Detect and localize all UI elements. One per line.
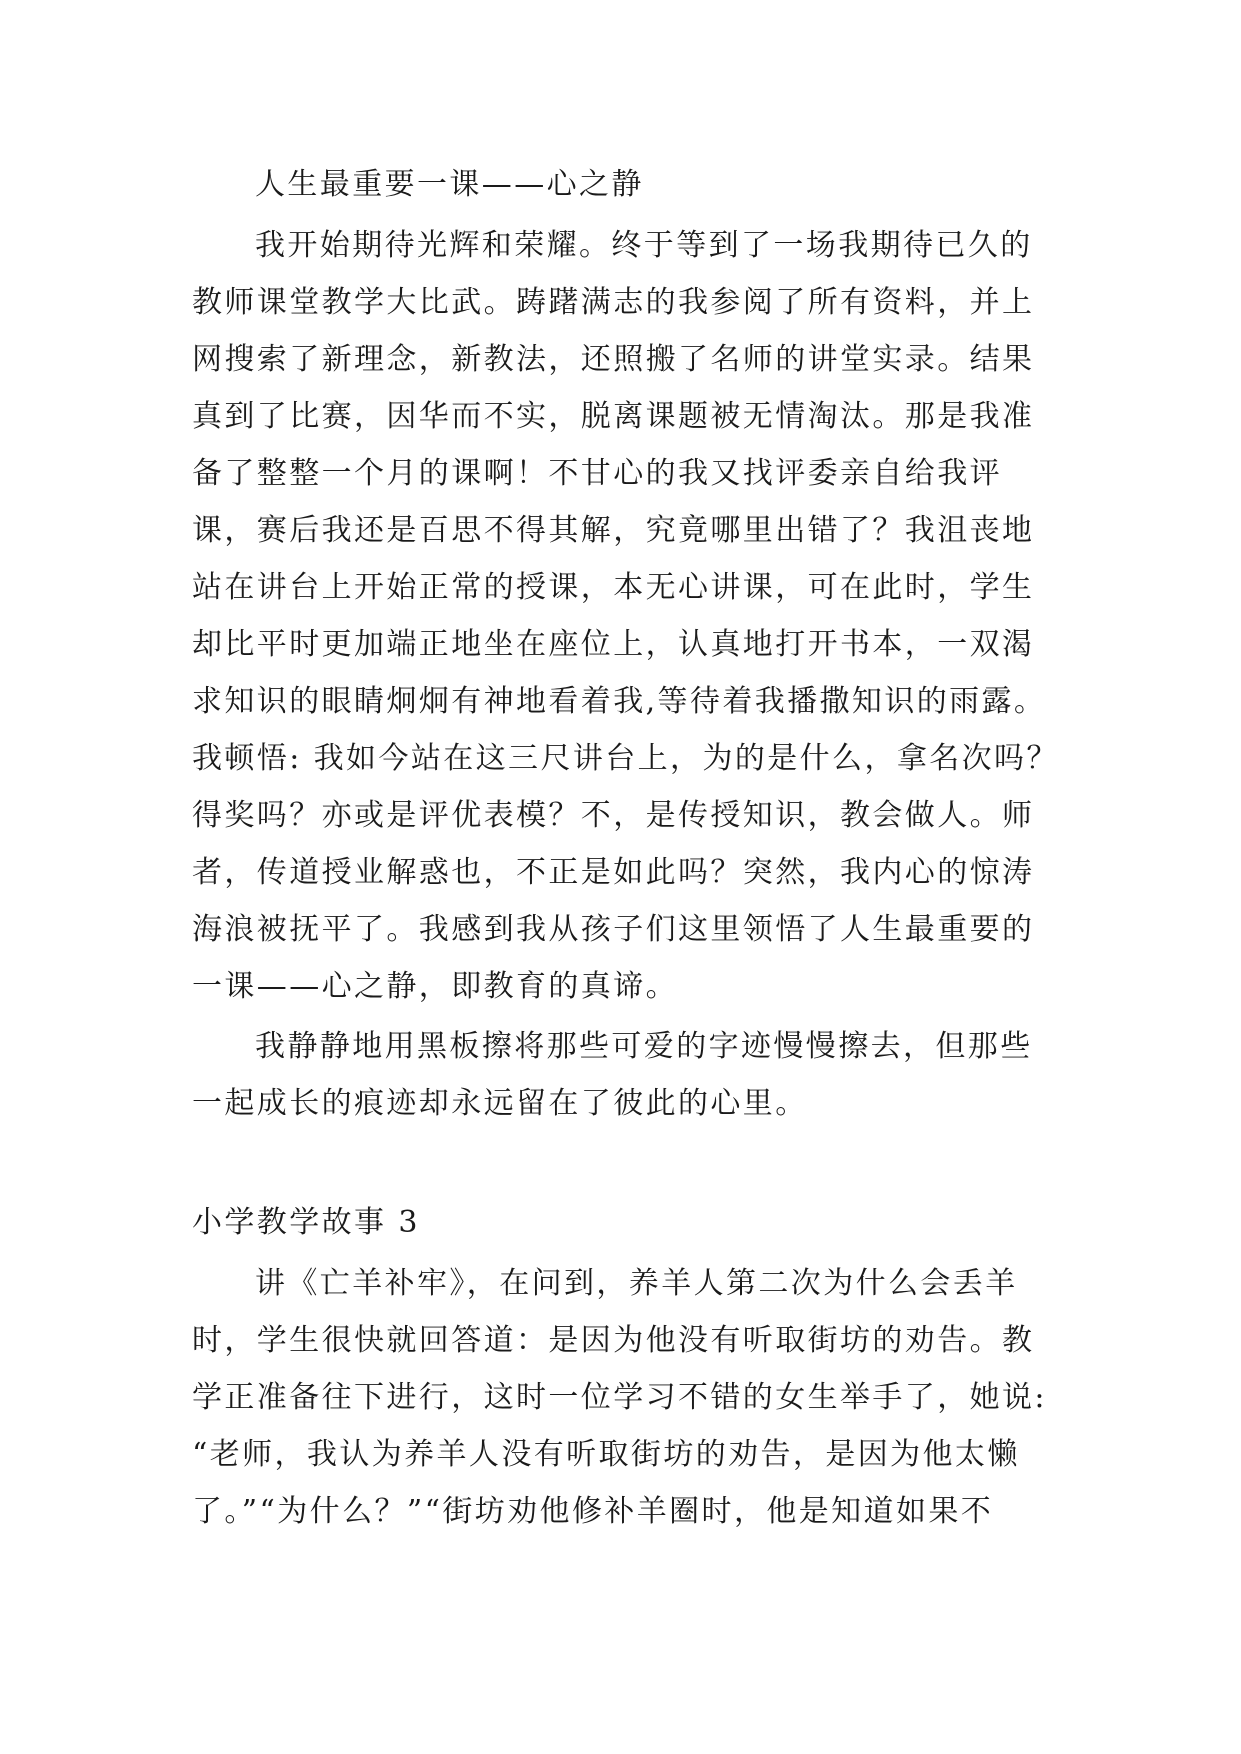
paragraph-line: 教师课堂教学大比武。踌躇满志的我参阅了所有资料，并上 bbox=[192, 285, 1035, 320]
paragraph-line: 一课——心之静，即教育的真谛。 bbox=[192, 969, 678, 1004]
paragraph-line: 备了整整一个月的课啊！不甘心的我又找评委亲自给我评 bbox=[192, 456, 1002, 491]
paragraph-line: 求知识的眼睛炯炯有神地看着我,等待着我播撒知识的雨露。 bbox=[192, 684, 1047, 719]
paragraph-line: 我静静地用黑板擦将那些可爱的字迹慢慢擦去，但那些 bbox=[255, 1029, 1033, 1064]
story-title: 人生最重要一课——心之静 bbox=[255, 167, 644, 202]
paragraph-line: 网搜索了新理念，新教法，还照搬了名师的讲堂实录。结果 bbox=[192, 342, 1035, 377]
paragraph-line: 一起成长的痕迹却永远留在了彼此的心里。 bbox=[192, 1086, 808, 1121]
paragraph-line: 学正准备往下进行，这时一位学习不错的女生举手了，她说: bbox=[192, 1380, 1047, 1415]
paragraph-line: 我顿悟: 我如今站在这三尺讲台上，为的是什么，拿名次吗？ bbox=[192, 741, 1059, 776]
section-heading: 小学教学故事 3 bbox=[192, 1205, 420, 1240]
paragraph-line: 却比平时更加端正地坐在座位上，认真地打开书本，一双渴 bbox=[192, 627, 1035, 662]
paragraph-line: 站在讲台上开始正常的授课，本无心讲课，可在此时，学生 bbox=[192, 570, 1035, 605]
paragraph-line: 真到了比赛，因华而不实，脱离课题被无情淘汰。那是我准 bbox=[192, 399, 1035, 434]
paragraph-line: 者，传道授业解惑也，不正是如此吗？突然，我内心的惊涛 bbox=[192, 855, 1035, 890]
paragraph-line: “老师，我认为养羊人没有听取街坊的劝告，是因为他太懒 bbox=[192, 1437, 1020, 1472]
paragraph-line: 得奖吗？亦或是评优表模？不，是传授知识，教会做人。师 bbox=[192, 798, 1035, 833]
paragraph-line: 时，学生很快就回答道：是因为他没有听取街坊的劝告。教 bbox=[192, 1323, 1035, 1358]
paragraph-line: 课，赛后我还是百思不得其解，究竟哪里出错了？我沮丧地 bbox=[192, 513, 1035, 548]
paragraph-line: 了。”“为什么？”“街坊劝他修补羊圈时，他是知道如果不 bbox=[192, 1494, 994, 1529]
paragraph-line: 讲《亡羊补牢》，在问到，养羊人第二次为什么会丢羊 bbox=[255, 1266, 1018, 1301]
paragraph-line: 海浪被抚平了。我感到我从孩子们这里领悟了人生最重要的 bbox=[192, 912, 1035, 947]
paragraph-line: 我开始期待光辉和荣耀。终于等到了一场我期待已久的 bbox=[255, 228, 1033, 263]
